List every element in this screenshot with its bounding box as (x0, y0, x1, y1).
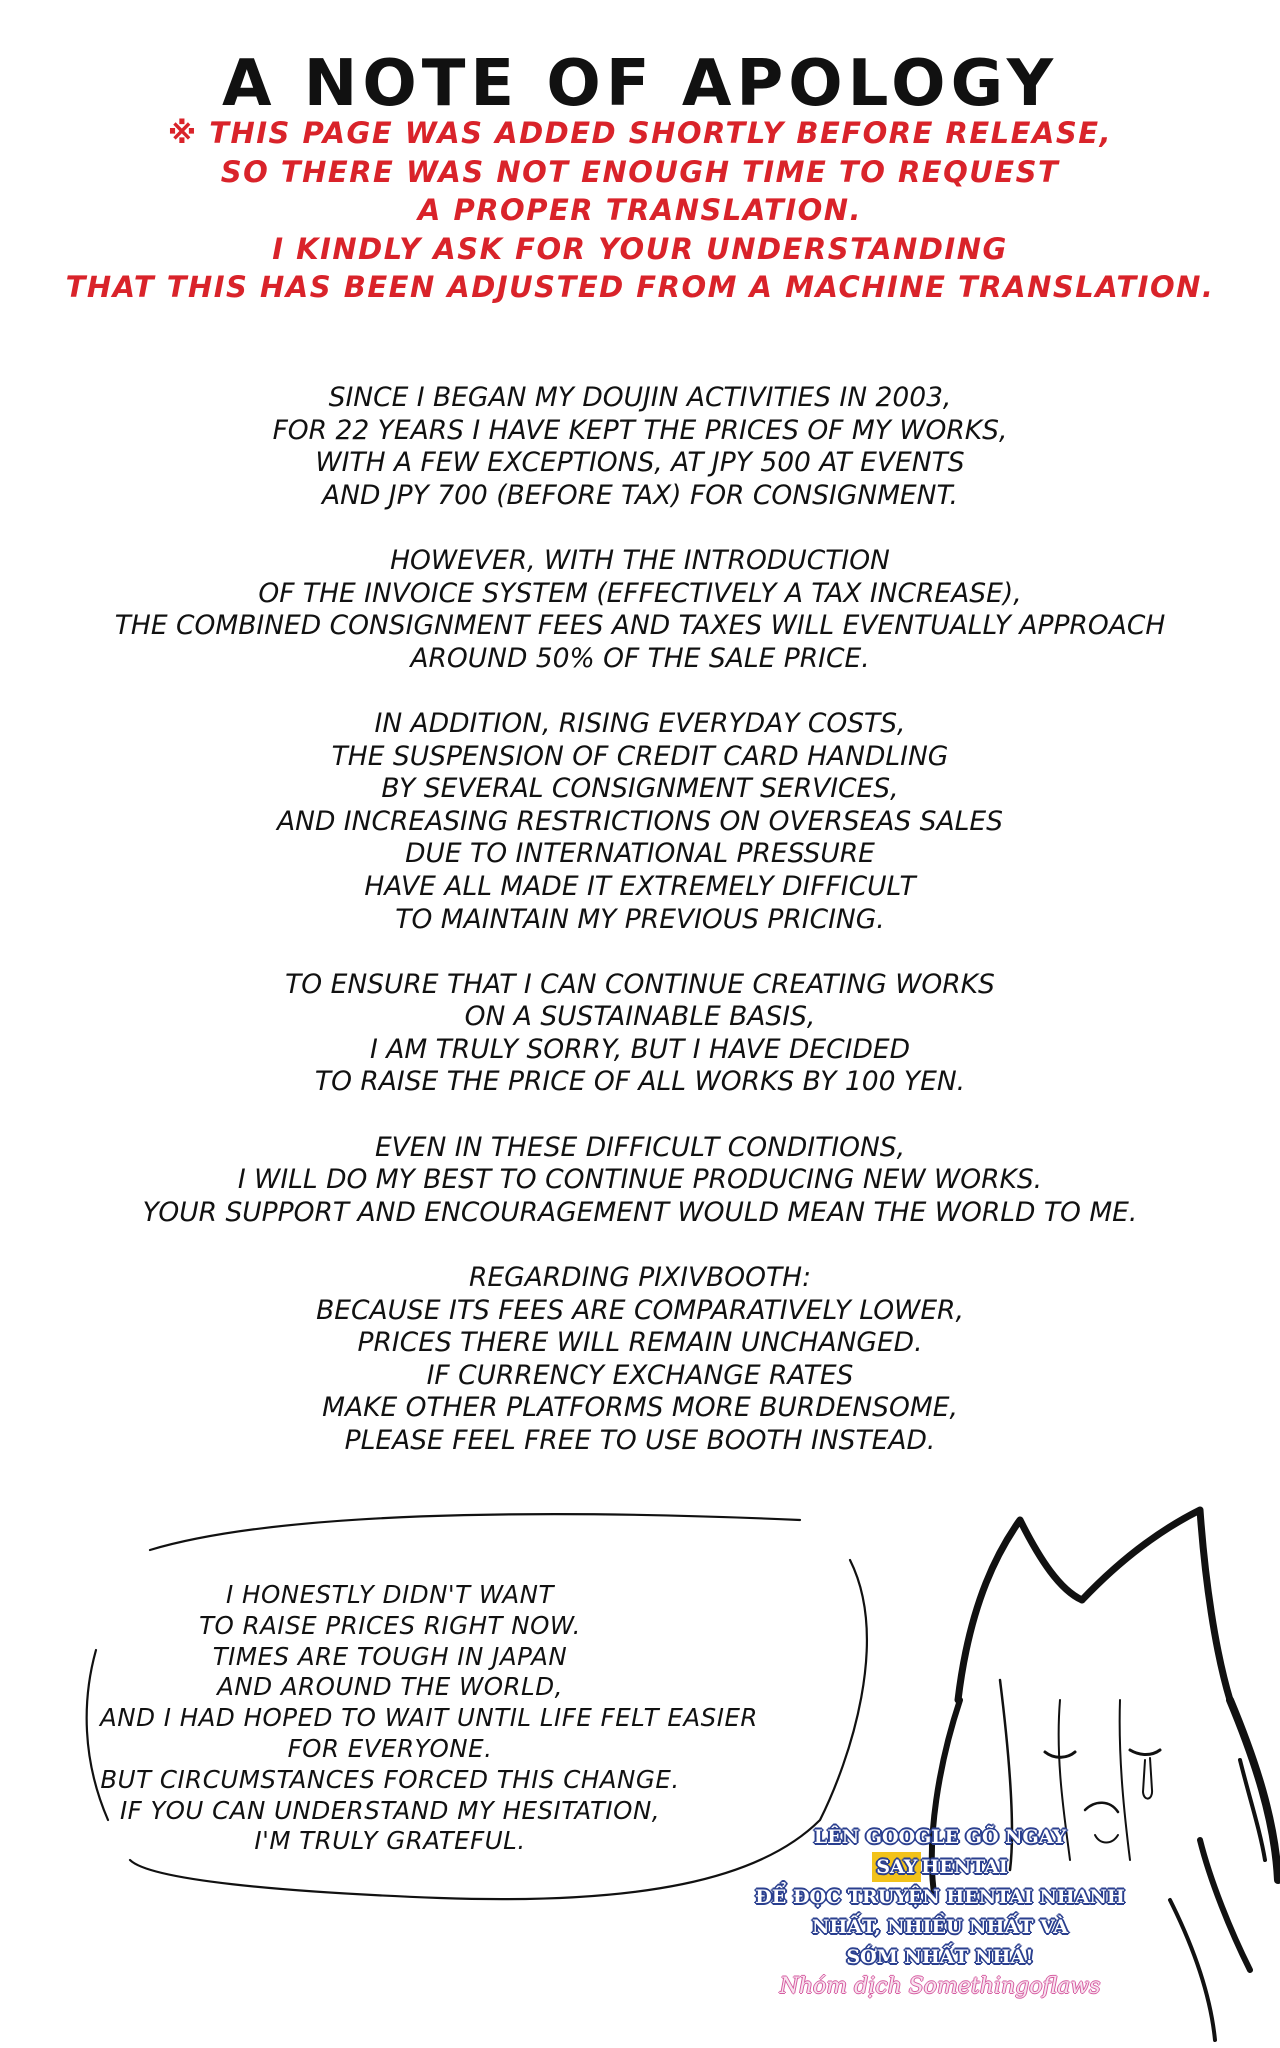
paragraph-line: FOR 22 YEARS I HAVE KEPT THE PRICES OF MY WORKS, (272, 414, 1008, 446)
paragraph-line: YOUR SUPPORT AND ENCOURAGEMENT WOULD MEAN THE WORLD TO ME. (142, 1196, 1138, 1228)
paragraph-line: PRICES THERE WILL REMAIN UNCHANGED. (357, 1327, 923, 1359)
scanlation-credit (730, 1822, 1150, 2002)
paragraph-line: TO MAINTAIN MY PREVIOUS PRICING. (395, 903, 885, 935)
credit-line-2 (730, 1852, 1150, 1882)
notice-line: THAT THIS HAS BEEN ADJUSTED FROM A MACHINE TRANSLATION. (65, 270, 1215, 304)
bubble-line: I HONESTLY DIDN'T WANT (226, 1580, 554, 1609)
notice-line: SO THERE WAS NOT ENOUGH TIME TO REQUEST (220, 154, 1060, 189)
bubble-line: IF YOU CAN UNDERSTAND MY HESITATION, (119, 1795, 661, 1825)
paragraph-line: OF THE INVOICE SYSTEM (EFFECTIVELY A TAX INCREASE), (258, 577, 1022, 609)
paragraph-line: SINCE I BEGAN MY DOUJIN ACTIVITIES IN 2003, (328, 382, 952, 413)
page-title: A NOTE OF APOLOGY (221, 47, 1059, 121)
paragraph-line: THE COMBINED CONSIGNMENT FEES AND TAXES WILL EVENTUALLY APPROACH (114, 610, 1166, 642)
paragraph-line: REGARDING PIXIVBOOTH: (468, 1262, 812, 1294)
paragraph-line: HAVE ALL MADE IT EXTREMELY DIFFICULT (364, 870, 916, 902)
speech-bubble-text (100, 1580, 758, 1857)
notice-line: ※ THIS PAGE WAS ADDED SHORTLY BEFORE RELEASE, (167, 116, 1113, 150)
credit-line-3: ĐỂ ĐỌC TRUYỆN HENTAI NHANH (755, 1886, 1125, 1908)
brand-badge: SAY (872, 1852, 921, 1882)
paragraph-line: PLEASE FEEL FREE TO USE BOOTH INSTEAD. (344, 1425, 936, 1456)
brand-name: HENTAI (921, 1856, 1008, 1878)
paragraph-line: HOWEVER, WITH THE INTRODUCTION (390, 544, 890, 576)
credit-line-5: SỚM NHẤT NHÁ! (846, 1946, 1034, 1968)
paragraph-line: DUE TO INTERNATIONAL PRESSURE (405, 838, 875, 870)
notice-line: A PROPER TRANSLATION. (417, 193, 863, 227)
bubble-line: I'M TRULY GRATEFUL. (254, 1826, 526, 1856)
paragraph-line: TO ENSURE THAT I CAN CONTINUE CREATING WORKS (285, 968, 995, 1000)
paragraph-line: IN ADDITION, RISING EVERYDAY COSTS, (374, 707, 906, 739)
credit-line-4: NHẤT, NHIỀU NHẤT VÀ (811, 1916, 1069, 1938)
bubble-line: BUT CIRCUMSTANCES FORCED THIS CHANGE. (100, 1764, 680, 1794)
paragraph-line: BECAUSE ITS FEES ARE COMPARATIVELY LOWER, (316, 1294, 964, 1326)
paragraph-line: MAKE OTHER PLATFORMS MORE BURDENSOME, (322, 1392, 958, 1424)
paragraph-line: AROUND 50% OF THE SALE PRICE. (410, 642, 870, 674)
paragraph-line: WITH A FEW EXCEPTIONS, AT JPY 500 AT EVENTS (315, 447, 965, 479)
paragraph-line: I AM TRULY SORRY, BUT I HAVE DECIDED (369, 1033, 911, 1065)
paragraph-line: AND INCREASING RESTRICTIONS ON OVERSEAS SALES (277, 805, 1003, 837)
bubble-line: TO RAISE PRICES RIGHT NOW. (199, 1610, 581, 1640)
paragraph-line: EVEN IN THESE DIFFICULT CONDITIONS, (374, 1131, 906, 1163)
bubble-line: AND AROUND THE WORLD, (217, 1672, 563, 1702)
notice-line: I KINDLY ASK FOR YOUR UNDERSTANDING (272, 231, 1008, 266)
bubble-line: FOR EVERYONE. (287, 1733, 493, 1763)
paragraph-line: AND JPY 700 (BEFORE TAX) FOR CONSIGNMENT. (322, 479, 958, 511)
paragraph-line: TO RAISE THE PRICE OF ALL WORKS BY 100 YEN. (314, 1066, 966, 1098)
paragraph-line: THE SUSPENSION OF CREDIT CARD HANDLING (331, 740, 949, 772)
credit-line-1: LÊN GOOGLE GÕ NGAY (813, 1826, 1067, 1848)
paragraph-line: I WILL DO MY BEST TO CONTINUE PRODUCING NEW WORKS. (237, 1164, 1043, 1196)
paragraph-line: ON A SUSTAINABLE BASIS, (464, 1001, 816, 1033)
translator-signature: Nhóm dịch Somethingoflaws (779, 1974, 1101, 1999)
paragraph-line: IF CURRENCY EXCHANGE RATES (426, 1359, 854, 1391)
paragraph-line: BY SEVERAL CONSIGNMENT SERVICES, (381, 773, 899, 805)
bubble-line: TIMES ARE TOUGH IN JAPAN (212, 1641, 568, 1671)
bubble-line: AND I HAD HOPED TO WAIT UNTIL LIFE FELT EASIER (100, 1703, 758, 1733)
